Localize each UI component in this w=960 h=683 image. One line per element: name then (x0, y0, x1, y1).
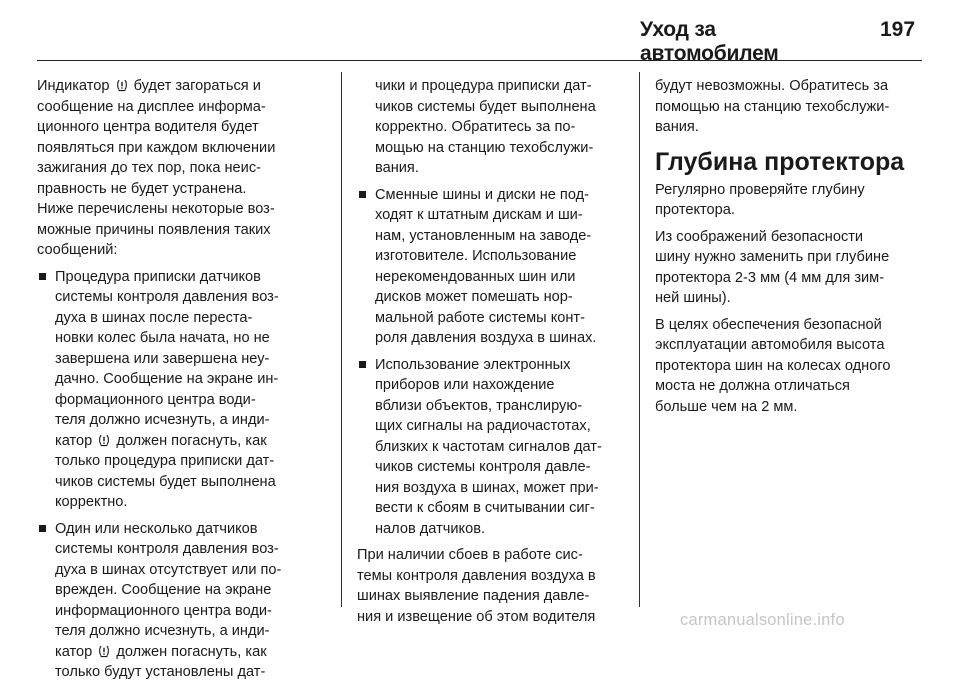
text-line: налов датчиков. (375, 520, 486, 537)
text-line: вания. (655, 119, 699, 135)
watermark: carmanualsonline.info (680, 611, 845, 629)
text-line: помощью на станцию техобслужи- (655, 98, 890, 115)
text-line: сообщение на дисплее информа- (37, 98, 266, 115)
text-line: мальной работе системы конт- (375, 309, 585, 326)
text-line: информационного центра води- (55, 602, 272, 619)
text-line: При наличии сбоев в работе сис- (357, 547, 583, 563)
text-line: ния воздуха в шинах, может при- (375, 479, 599, 496)
section-title: Глубина протектора (655, 147, 905, 176)
text-line: близких к частотам сигналов дат- (375, 438, 602, 455)
text-line: сообщений: (37, 242, 118, 258)
bullet-item-missing-sensor-continued (357, 76, 629, 179)
text-line: роля давления воздуха в шинах. (375, 330, 597, 346)
text-line: вести к сбоям в считывании сиг- (375, 500, 595, 516)
column-divider-1 (341, 72, 342, 607)
header-rule (37, 60, 922, 61)
header-title: Уход за автомобилем (640, 18, 779, 65)
text-line: протектора 2-3 мм (4 мм для зим- (655, 269, 885, 286)
text-line: можные причины появления таких (37, 221, 271, 238)
bullet-square-icon (359, 191, 366, 198)
text-line: В целях обеспечения безопасной (655, 316, 882, 333)
text-line: ния и извещение об этом водителя (357, 608, 596, 625)
text-line: шину нужно заменить при глубине (655, 249, 890, 265)
text-line: протектора. (655, 202, 735, 218)
text-line: больше чем на 2 мм. (655, 398, 798, 415)
text-line: Процедура приписки датчиков (55, 268, 261, 285)
text-column-3 (655, 76, 925, 417)
tire-pressure-warning-icon (116, 79, 128, 91)
text-line: правность не будет устранена. (37, 180, 247, 197)
text-line: чиков системы будет выполнена (375, 98, 596, 115)
text-line: системы контроля давления воз- (55, 541, 279, 557)
text-line: протектора шин на колесах одного (655, 357, 891, 374)
text-line: новки колес была начата, но не (55, 330, 270, 346)
text-line: нам, установленным на заводе- (375, 227, 592, 244)
text-line: вания. (375, 160, 419, 176)
text-line: ней шины). (655, 290, 731, 306)
text-line: Регулярно проверяйте глубину (655, 181, 865, 198)
text-line: духа в шинах отсутствует или по- (55, 561, 282, 578)
text-line: Использование электронных (375, 356, 571, 373)
bullet-item-registration (37, 267, 327, 513)
bullet-item-replacement-tires (357, 185, 629, 349)
text-line: моста не должна отличаться (655, 378, 850, 394)
text-line: появляться при каждом включении (37, 139, 276, 156)
text-line: Из соображений безопасности (655, 228, 864, 245)
text-line: Один или несколько датчиков (55, 520, 258, 537)
intro-paragraph (37, 76, 327, 261)
text-line: ходят к штатным дискам и ши- (375, 207, 583, 223)
page-number: 197 (880, 18, 916, 41)
tire-pressure-warning-icon (98, 434, 110, 446)
text-line: катор должен погаснуть, как (55, 432, 267, 449)
text-line: эксплуатации автомобиля высота (655, 337, 885, 353)
text-line: мощью на станцию техобслужи- (375, 139, 594, 156)
text-line: Индикатор будет загораться и (37, 78, 261, 94)
text-line: только процедура приписки дат- (55, 453, 275, 469)
text-line: дачно. Сообщение на экране ин- (55, 371, 279, 387)
malfunction-paragraph (357, 545, 629, 627)
text-line: нерекомендованных шин или (375, 268, 576, 285)
bullet-square-icon (39, 273, 46, 280)
text-column-1 (37, 76, 327, 683)
text-line: врежден. Сообщение на экране (55, 582, 272, 598)
text-line: завершена или завершена неу- (55, 350, 270, 367)
text-line: дисков может помешать нор- (375, 289, 573, 305)
text-column-2 (357, 76, 629, 627)
text-line: духа в шинах после переста- (55, 309, 253, 326)
text-line: вблизи объектов, транслирую- (375, 397, 583, 414)
text-line: теля должно исчезнуть, а инди- (55, 412, 270, 428)
bullet-item-radio-interference (357, 355, 629, 540)
text-line: темы контроля давления воздуха в (357, 567, 596, 584)
text-line: шинах выявление падения давле- (357, 588, 590, 604)
text-line: ционного центра водителя будет (37, 119, 259, 135)
text-line: приборов или нахождение (375, 377, 555, 393)
text-line: теля должно исчезнуть, а инди- (55, 623, 270, 639)
bullet-square-icon (359, 361, 366, 368)
text-line: чики и процедура приписки дат- (375, 78, 592, 94)
malfunction-paragraph-continued (655, 76, 925, 138)
tire-pressure-warning-icon (98, 645, 110, 657)
tread-paragraph-1 (655, 180, 925, 221)
text-line: системы контроля давления воз- (55, 289, 279, 305)
tread-paragraph-2 (655, 227, 925, 309)
text-line: формационного центра води- (55, 391, 256, 408)
text-line: чиков системы контроля давле- (375, 459, 591, 475)
text-line: корректно. Обратитесь за по- (375, 119, 576, 135)
text-line: Ниже перечислены некоторые воз- (37, 201, 275, 217)
tread-paragraph-3 (655, 315, 925, 418)
text-line: корректно. (55, 494, 128, 510)
text-line: только будут установлены дат- (55, 664, 266, 680)
text-line: щих сигналы на радиочастотах, (375, 418, 591, 434)
bullet-item-missing-sensor (37, 519, 327, 683)
text-line: будут невозможны. Обратитесь за (655, 78, 889, 94)
column-divider-2 (639, 72, 640, 607)
bullet-square-icon (39, 525, 46, 532)
text-line: зажигания до тех пор, пока неис- (37, 160, 261, 176)
text-line: изготовителе. Использование (375, 248, 577, 264)
text-line: чиков системы будет выполнена (55, 473, 276, 490)
text-line: Сменные шины и диски не под- (375, 186, 589, 203)
text-line: катор должен погаснуть, как (55, 643, 267, 660)
